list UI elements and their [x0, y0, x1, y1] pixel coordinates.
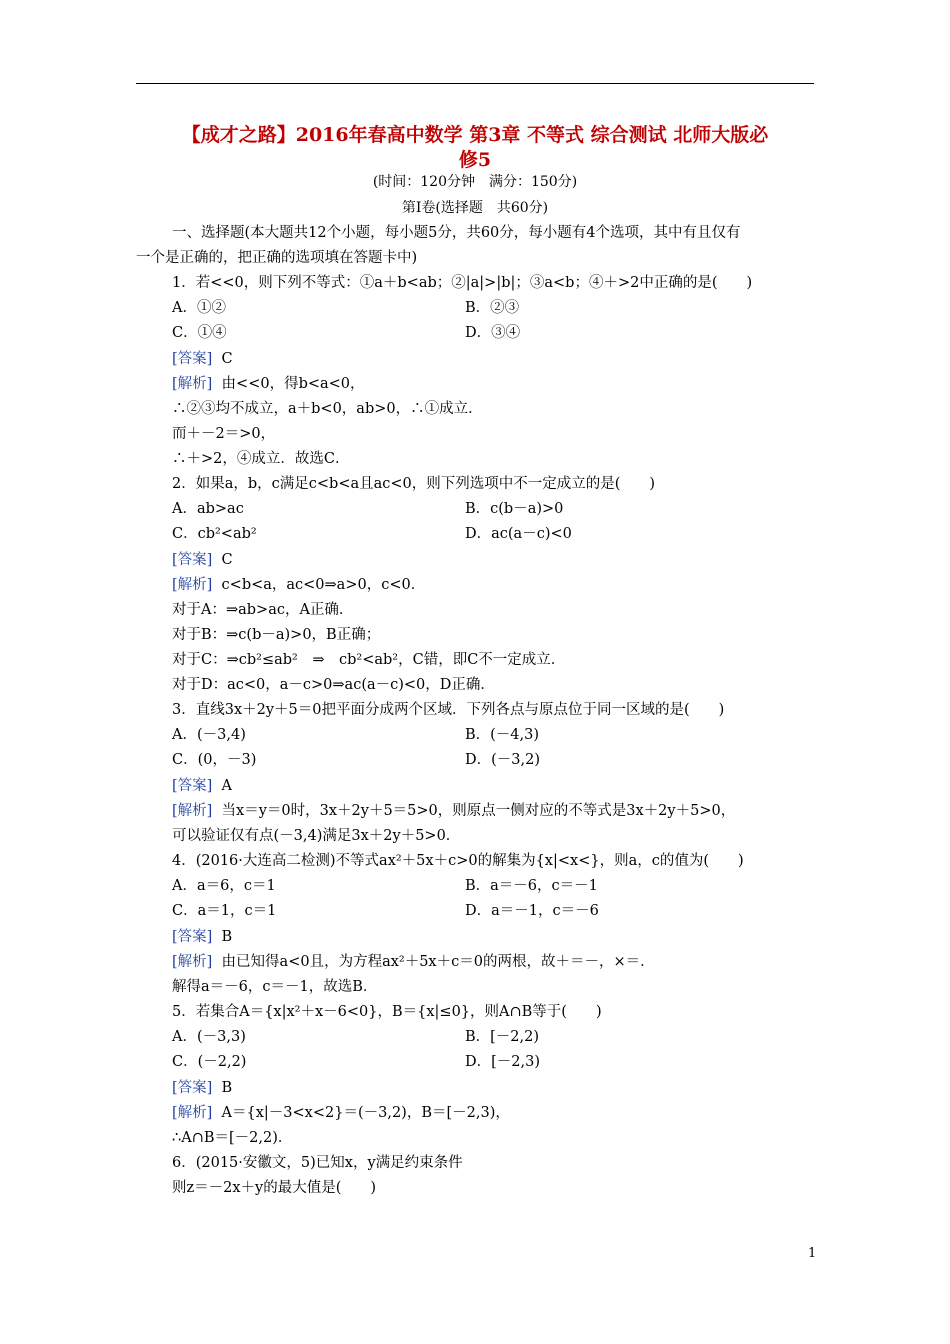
q6-stem-2: 则z＝－2x＋y的最大值是( ): [172, 1180, 377, 1196]
q2-stem: 2．如果a，b，c满足c<b<a且ac<0，则下列选项中不一定成立的是( ): [172, 476, 656, 492]
q2-analysis-1: [172, 575, 425, 595]
title-line-2: 修5: [458, 149, 492, 171]
analysis-tag: [解析]: [172, 803, 213, 819]
q3-option-c: C．(0，－3): [172, 752, 257, 768]
q1-option-d: D．③④: [465, 325, 521, 341]
answer-tag: [答案]: [172, 1080, 213, 1096]
document-title: [136, 123, 814, 173]
q3-answer: [172, 776, 232, 796]
answer-tag: [答案]: [172, 351, 213, 367]
q5-answer: [172, 1078, 232, 1098]
analysis-tag: [解析]: [172, 577, 213, 593]
q1-answer-value: C: [221, 351, 233, 367]
q4-option-c: C．a＝1，c＝1: [172, 903, 277, 919]
q5-analysis-2: ∴A∩B＝[－2,2)．: [172, 1130, 293, 1146]
q2-answer-value: C: [221, 552, 233, 568]
q2-answer: [172, 550, 233, 570]
section-title: 第Ⅰ卷(选择题 共60分): [401, 200, 549, 216]
q4-answer-value: B: [221, 929, 233, 945]
q4-option-a: A．a＝6，c＝1: [172, 878, 276, 894]
q3-analysis-1: [172, 801, 735, 821]
title-line-1: 【成才之路】2016年春高中数学 第3章 不等式 综合测试 北师大版必: [181, 124, 769, 146]
q4-analysis-1: [172, 952, 655, 972]
intro-line-2: 一个是正确的，把正确的选项填在答题卡中): [136, 250, 418, 266]
q4-option-b: B．a＝－6，c＝－1: [465, 878, 598, 894]
q2-option-a: A．ab>ac: [172, 501, 244, 517]
q5-stem: 5．若集合A＝{x|x²＋x－6<0}，B＝{x|≤0}，则A∩B等于( ): [172, 1004, 602, 1020]
q1-analysis-text-1: 由<<0，得b<a<0，: [221, 376, 365, 392]
q3-analysis-text-1: 当x＝y＝0时，3x＋2y＋5＝5>0，则原点一侧对应的不等式是3x＋2y＋5>0，: [221, 803, 736, 819]
q2-option-b: B．c(b－a)>0: [465, 501, 564, 517]
analysis-tag: [解析]: [172, 1105, 213, 1121]
q1-analysis-4: ∴＋>2，④成立．故选C．: [172, 451, 350, 467]
q4-answer: [172, 927, 232, 947]
q1-option-c: C．①④: [172, 325, 227, 341]
q2-analysis-3: 对于B：⇒c(b－a)>0，B正确；: [172, 627, 381, 643]
intro-line-1: 一、选择题(本大题共12个小题，每小题5分，共60分，每小题有4个选项，其中有且仅有: [172, 225, 741, 241]
q4-analysis-2: 解得a＝－6，c＝－1，故选B．: [172, 979, 378, 995]
header-rule: [136, 83, 814, 84]
time-info: (时间：120分钟 满分：150分): [372, 174, 578, 190]
analysis-tag: [解析]: [172, 376, 213, 392]
q1-analysis-3: 而＋－2＝>0，: [172, 426, 276, 442]
q4-option-d: D．a＝－1，c＝－6: [465, 903, 599, 919]
q3-option-d: D．(－3,2): [465, 752, 540, 768]
q4-analysis-text-1: 由已知得a<0且，为方程ax²＋5x＋c＝0的两根，故＋＝－，×＝．: [221, 954, 655, 970]
q1-analysis-1: [172, 374, 365, 394]
q1-analysis-2: ∴②③均不成立，a＋b<0，ab>0，∴①成立．: [172, 401, 483, 417]
q2-option-c: C．cb²<ab²: [172, 526, 257, 542]
q1-stem: 1．若<<0，则下列不等式：①a＋b<ab；②|a|>|b|；③a<b；④＋>2中正确的是( ): [172, 275, 753, 291]
q5-option-c: C．(－2,2): [172, 1054, 247, 1070]
q2-analysis-2: 对于A：⇒ab>ac，A正确．: [172, 602, 354, 618]
q5-option-d: D．[－2,3): [465, 1054, 540, 1070]
q1-option-b: B．②③: [465, 300, 520, 316]
analysis-tag: [解析]: [172, 954, 213, 970]
q5-answer-value: B: [221, 1080, 233, 1096]
q2-option-d: D．ac(a－c)<0: [465, 526, 572, 542]
q3-option-b: B．(－4,3): [465, 727, 540, 743]
q3-answer-value: A: [221, 778, 233, 794]
q1-option-a: A．①②: [172, 300, 226, 316]
q5-option-b: B．[－2,2): [465, 1029, 540, 1045]
q5-option-a: A．(－3,3): [172, 1029, 246, 1045]
q6-stem: 6．(2015·安徽文，5)已知x，y满足约束条件: [172, 1155, 463, 1171]
answer-tag: [答案]: [172, 552, 213, 568]
answer-tag: [答案]: [172, 929, 213, 945]
q5-analysis-text-1: A＝{x|－3<x<2}＝(－3,2)，B＝[－2,3)，: [221, 1105, 510, 1121]
page-number: 1: [808, 1246, 817, 1261]
q4-stem: 4．(2016·大连高二检测)不等式ax²＋5x＋c>0的解集为{x|<x<}，则a，c的值为( ): [172, 853, 744, 869]
q3-option-a: A．(－3,4): [172, 727, 246, 743]
q1-answer: [172, 349, 233, 369]
q2-analysis-5: 对于D：ac<0，a－c>0⇒ac(a－c)<0，D正确．: [172, 677, 495, 693]
q3-stem: 3．直线3x＋2y＋5＝0把平面分成两个区域．下列各点与原点位于同一区域的是( ): [172, 702, 725, 718]
answer-tag: [答案]: [172, 778, 213, 794]
q3-analysis-2: 可以验证仅有点(－3,4)满足3x＋2y＋5>0．: [172, 828, 461, 844]
q2-analysis-text-1: c<b<a，ac<0⇒a>0，c<0．: [221, 577, 426, 593]
q5-analysis-1: [172, 1103, 510, 1123]
q2-analysis-4: 对于C：⇒cb²≤ab² ⇒ cb²<ab²，C错，即C不一定成立．: [172, 652, 566, 668]
